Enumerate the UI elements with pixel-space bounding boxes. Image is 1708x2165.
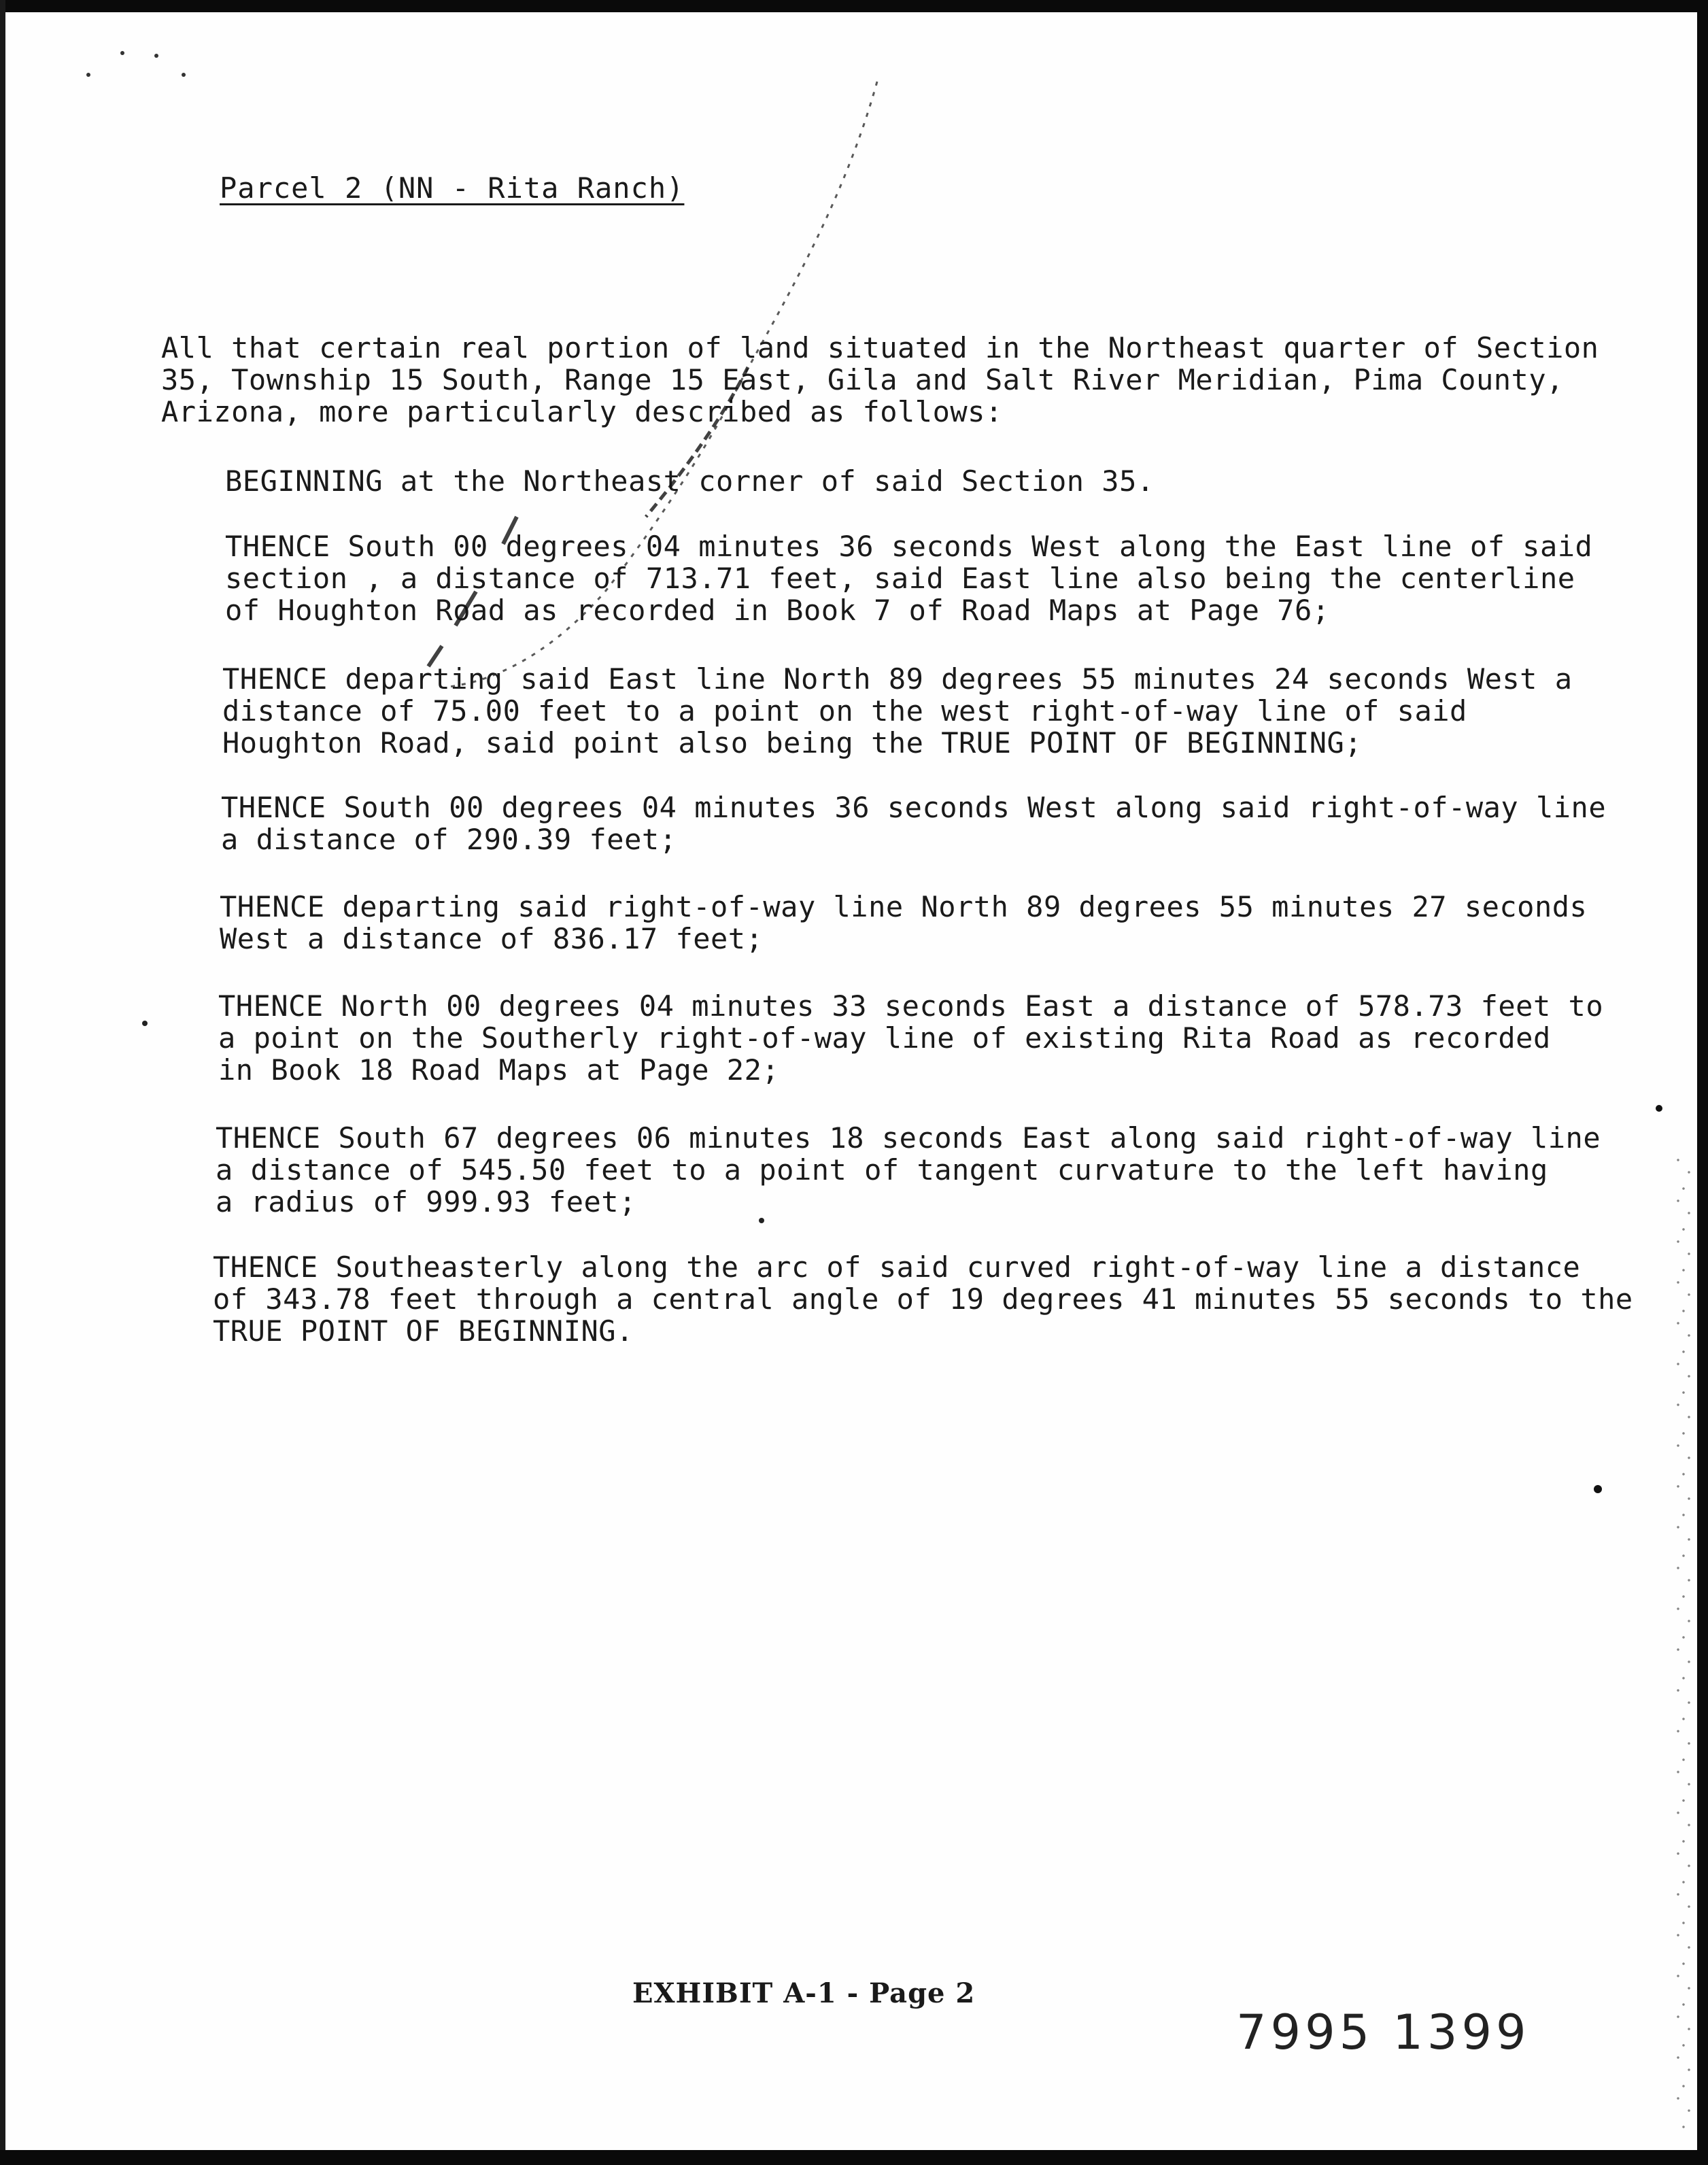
exhibit-footer: EXHIBIT A-1 - Page 2 [632,1977,976,2009]
course-line: a point on the Southerly right-of-way line of existing Rita Road as recorded [218,1021,1551,1055]
course-line: THENCE Southeasterly along the arc of said curved right-of-way line a distance [213,1250,1581,1284]
course-line: a distance of 545.50 feet to a point of tangent curvature to the left having [216,1153,1548,1187]
scan-border-bottom [0,2150,1708,2165]
course-paragraph [222,663,1573,759]
course-line: distance of 75.00 feet to a point on the west right-of-way line of said [222,694,1467,728]
scan-noise [1670,1156,1697,2135]
course-line: THENCE South 00 degrees 04 minutes 36 seconds West along the East line of said [225,530,1593,563]
course-line: THENCE departing said right-of-way line North 89 degrees 55 minutes 27 seconds [220,890,1588,923]
course-paragraph [218,990,1603,1086]
course-line: section , a distance of 713.71 feet, said East line also being the centerline [225,562,1575,595]
intro-paragraph [161,332,1599,428]
beginning-paragraph [225,465,1155,497]
course-paragraph [220,891,1587,955]
course-line: THENCE North 00 degrees 04 minutes 33 seconds East a distance of 578.73 feet to [218,989,1604,1023]
course-paragraph [216,1122,1601,1218]
intro-line: All that certain real portion of land situated in the Northeast quarter of Section [161,331,1599,364]
record-number-stamp: 7995 1399 [1236,2005,1531,2060]
scan-border-top [0,0,1708,12]
scan-border-right [1697,0,1708,2165]
course-line: in Book 18 Road Maps at Page 22; [218,1053,780,1087]
course-paragraph [221,791,1606,855]
parcel-title: Parcel 2 (NN - Rita Ranch) [220,171,685,205]
course-line: TRUE POINT OF BEGINNING. [213,1314,634,1348]
intro-line: 35, Township 15 South, Range 15 East, Gila and Salt River Meridian, Pima County, [161,363,1564,396]
course-line: THENCE South 67 degrees 06 minutes 18 seconds East along said right-of-way line [216,1121,1601,1155]
course-line: a radius of 999.93 feet; [216,1185,636,1218]
course-line: a distance of 290.39 feet; [221,823,677,856]
intro-line: Arizona, more particularly described as follows: [161,395,1003,428]
course-line: of 343.78 feet through a central angle of 19 degrees 41 minutes 55 seconds to the [213,1282,1633,1316]
course-paragraph [225,530,1592,626]
beginning-line: BEGINNING at the Northeast corner of said Section 35. [225,464,1155,498]
scan-border-left [0,0,5,2165]
course-line: Houghton Road, said point also being the TRUE POINT OF BEGINNING; [222,726,1363,760]
course-line: of Houghton Road as recorded in Book 7 of Road Maps at Page 76; [225,594,1330,627]
course-paragraph [213,1251,1633,1347]
course-line: THENCE departing said East line North 89 degrees 55 minutes 24 seconds West a [222,662,1573,696]
course-line: West a distance of 836.17 feet; [220,922,764,955]
course-line: THENCE South 00 degrees 04 minutes 36 seconds West along said right-of-way line [221,791,1607,824]
